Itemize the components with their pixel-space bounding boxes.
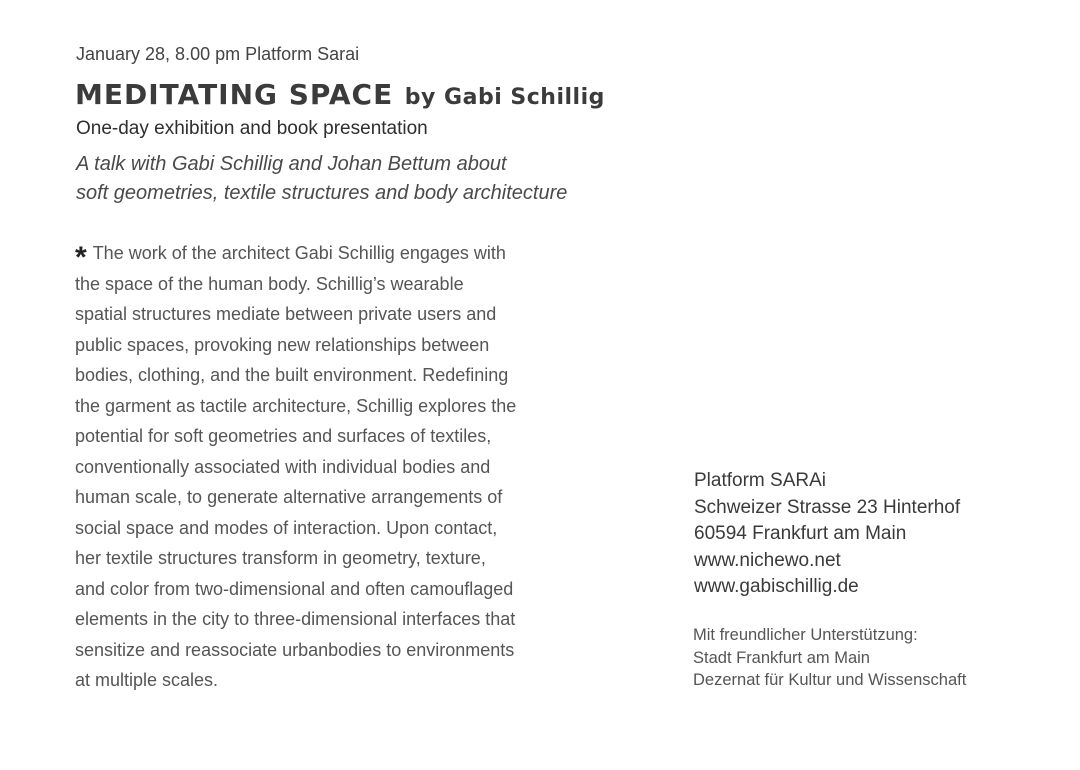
body-line: bodies, clothing, and the built environment. Redefining <box>75 365 509 385</box>
body-line: conventionally associated with individual bodies and <box>75 456 491 477</box>
venue-name: Platform SARAi <box>694 470 826 491</box>
asterisk-icon: * <box>75 241 87 274</box>
page-title <box>75 78 605 111</box>
body-line: the space of the human body. Schillig’s wearable <box>75 273 464 294</box>
subtitle: One-day exhibition and book presentation <box>76 118 428 139</box>
talk-description <box>76 150 567 208</box>
artist-website-link[interactable]: www.gabischillig.de <box>694 576 859 597</box>
event-date-line: January 28, 8.00 pm Platform Sarai <box>76 44 360 64</box>
support-heading: Mit freundlicher Unterstützung: <box>693 626 918 644</box>
support-line-2: Dezernat für Kultur und Wissenschaft <box>693 671 967 689</box>
talk-line-1: A talk with Gabi Schillig and Johan Bettum about <box>76 153 507 175</box>
body-line <box>75 238 595 274</box>
body-line: at multiple scales. <box>75 670 219 690</box>
venue-website-link[interactable]: www.nichewo.net <box>694 549 841 571</box>
title-main: MEDITATING SPACE <box>75 78 394 111</box>
body-line: human scale, to generate alternative arrangements of <box>75 487 503 507</box>
venue-street: Schweizer Strasse 23 Hinterhof <box>694 496 961 518</box>
body-line: spatial structures mediate between private users and <box>75 304 497 324</box>
venue-city: 60594 Frankfurt am Main <box>694 523 907 544</box>
talk-line-2: soft geometries, textile structures and body architecture <box>76 182 568 204</box>
support-credits <box>693 624 966 692</box>
body-line: public spaces, provoking new relationships between <box>75 334 490 355</box>
body-line: potential for soft geometries and surfaces of textiles, <box>75 426 492 446</box>
body-line: sensitize and reassociate urbanbodies to environments <box>75 639 515 660</box>
venue-address <box>694 468 960 601</box>
body-line-text: The work of the architect Gabi Schillig engages with <box>92 243 506 263</box>
body-line: her textile structures transform in geometry, texture, <box>75 548 486 568</box>
body-line: the garment as tactile architecture, Schillig explores the <box>75 395 517 416</box>
body-line: social space and modes of interaction. Upon contact, <box>75 517 498 538</box>
body-line: elements in the city to three-dimensional interfaces that <box>75 609 516 629</box>
body-paragraph <box>75 238 595 696</box>
support-line-1: Stadt Frankfurt am Main <box>693 648 870 667</box>
body-line: and color from two-dimensional and often camouflaged <box>75 578 514 599</box>
title-author: by Gabi Schillig <box>404 85 605 110</box>
